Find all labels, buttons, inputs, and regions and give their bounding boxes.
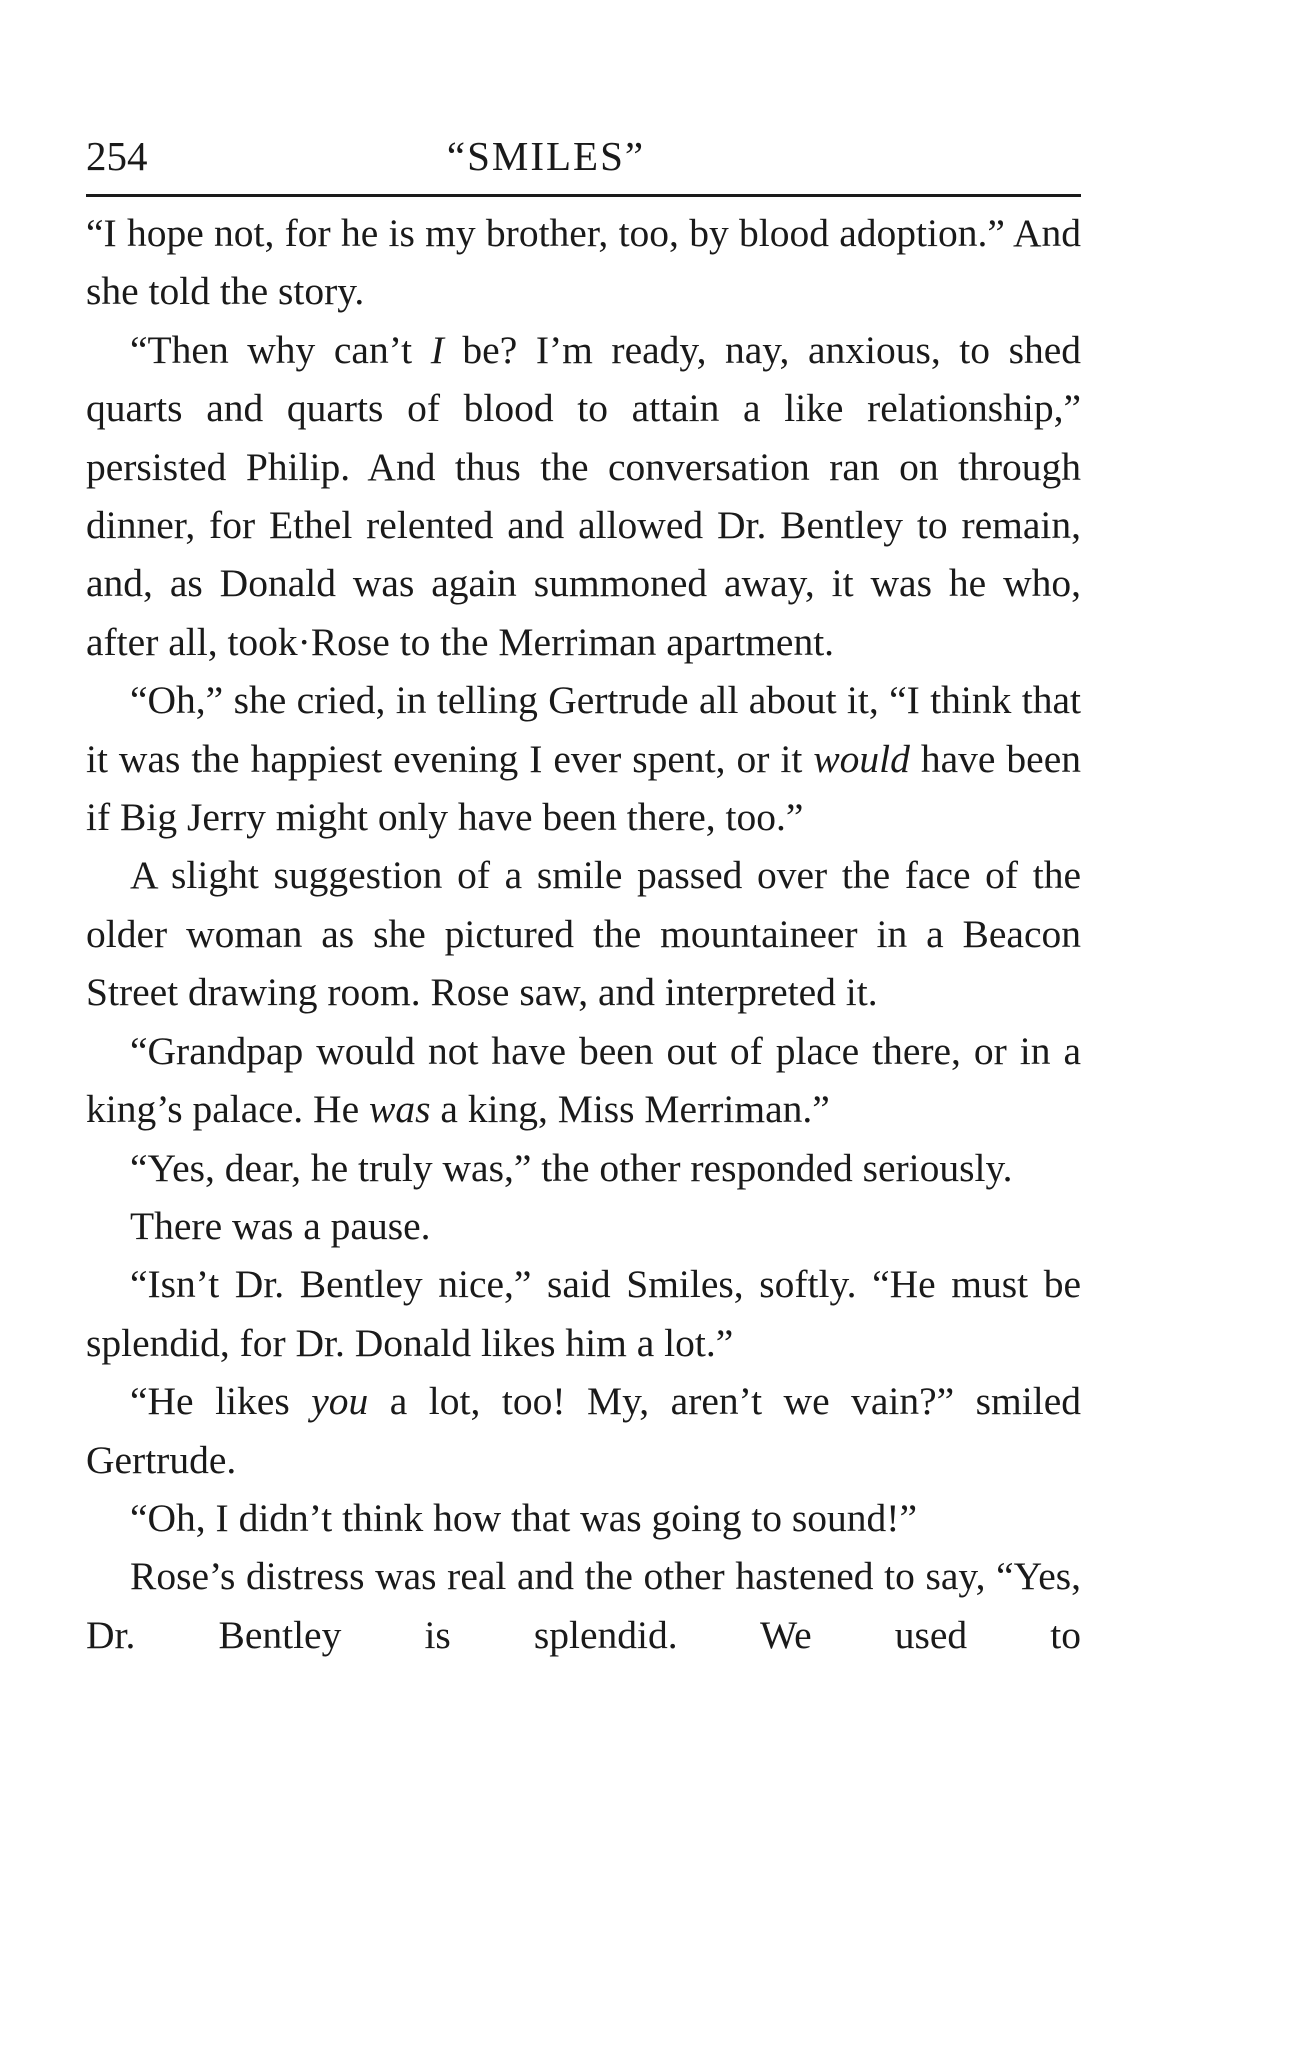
italic-text: would [813, 736, 910, 781]
text-run: a king, Miss Merriman.” [430, 1087, 830, 1132]
text-run: A slight suggestion of a smile passed over the face of the older woman as she pictured the mountaineer in a Beacon Street drawing room. Rose saw, and interpreted it. [86, 853, 1081, 1015]
text-run: Rose’s distress was real and the other hastened to say, “Yes, Dr. Bentley is splendid. We used to [86, 1554, 1081, 1657]
paragraph [86, 1372, 1081, 1489]
paragraph [86, 1489, 1081, 1547]
header-rule [86, 194, 1081, 197]
page-number: 254 [86, 133, 148, 179]
paragraph [86, 204, 1081, 321]
text-run: a lot, too! My, aren’t we vain?” smiled Gertrude. [86, 1379, 1081, 1482]
paragraph [86, 846, 1081, 1021]
paragraph [86, 1547, 1081, 1664]
italic-text: was [368, 1087, 431, 1132]
running-title: “SMILES” [446, 133, 646, 179]
text-run: have been if Big Jerry might only have been there, too.” [86, 736, 1081, 840]
italic-text: I [430, 327, 444, 372]
paragraph [86, 1197, 1081, 1255]
text-run: “Oh, I didn’t think how that was going to sound!” [130, 1495, 917, 1540]
text-run: “Grandpap would not have been out of place there, or in a king’s palace. He [86, 1028, 1081, 1132]
running-head [86, 128, 1081, 184]
paragraph [86, 1255, 1081, 1372]
text-run: “Oh,” she cried, in telling Gertrude all about it, “I think that it was the happiest evening I ever spent, or it [86, 678, 1081, 781]
text-run: “Then why can’t [130, 327, 431, 372]
text-run: “He likes [130, 1379, 312, 1424]
text-run: “Yes, dear, he truly was,” the other responded seriously. [130, 1145, 1013, 1190]
paragraph [86, 1139, 1081, 1197]
italic-text: you [311, 1379, 369, 1424]
book-page [86, 0, 1081, 2060]
paragraph [86, 671, 1081, 846]
text-run: “I hope not, for he is my brother, too, by blood adoption.” And she told the story. [86, 211, 1081, 314]
text-run: “Isn’t Dr. Bentley nice,” said Smiles, softly. “He must be splendid, for Dr. Donald likes him a lot.” [86, 1262, 1081, 1365]
text-run: be? I’m ready, nay, anxious, to shed quarts and quarts of blood to attain a like relationship,” persisted Philip. And thus the conversation ran on through dinner, for Ethel relented and allowed Dr. Bentley to remain, and, as Donald was again summoned away, it was he who, after all, took·Rose to the Merriman apartment. [86, 327, 1081, 664]
text-run: There was a pause. [130, 1203, 431, 1248]
paragraph [86, 1022, 1081, 1139]
paragraph [86, 321, 1081, 671]
body-text [86, 204, 1081, 1664]
